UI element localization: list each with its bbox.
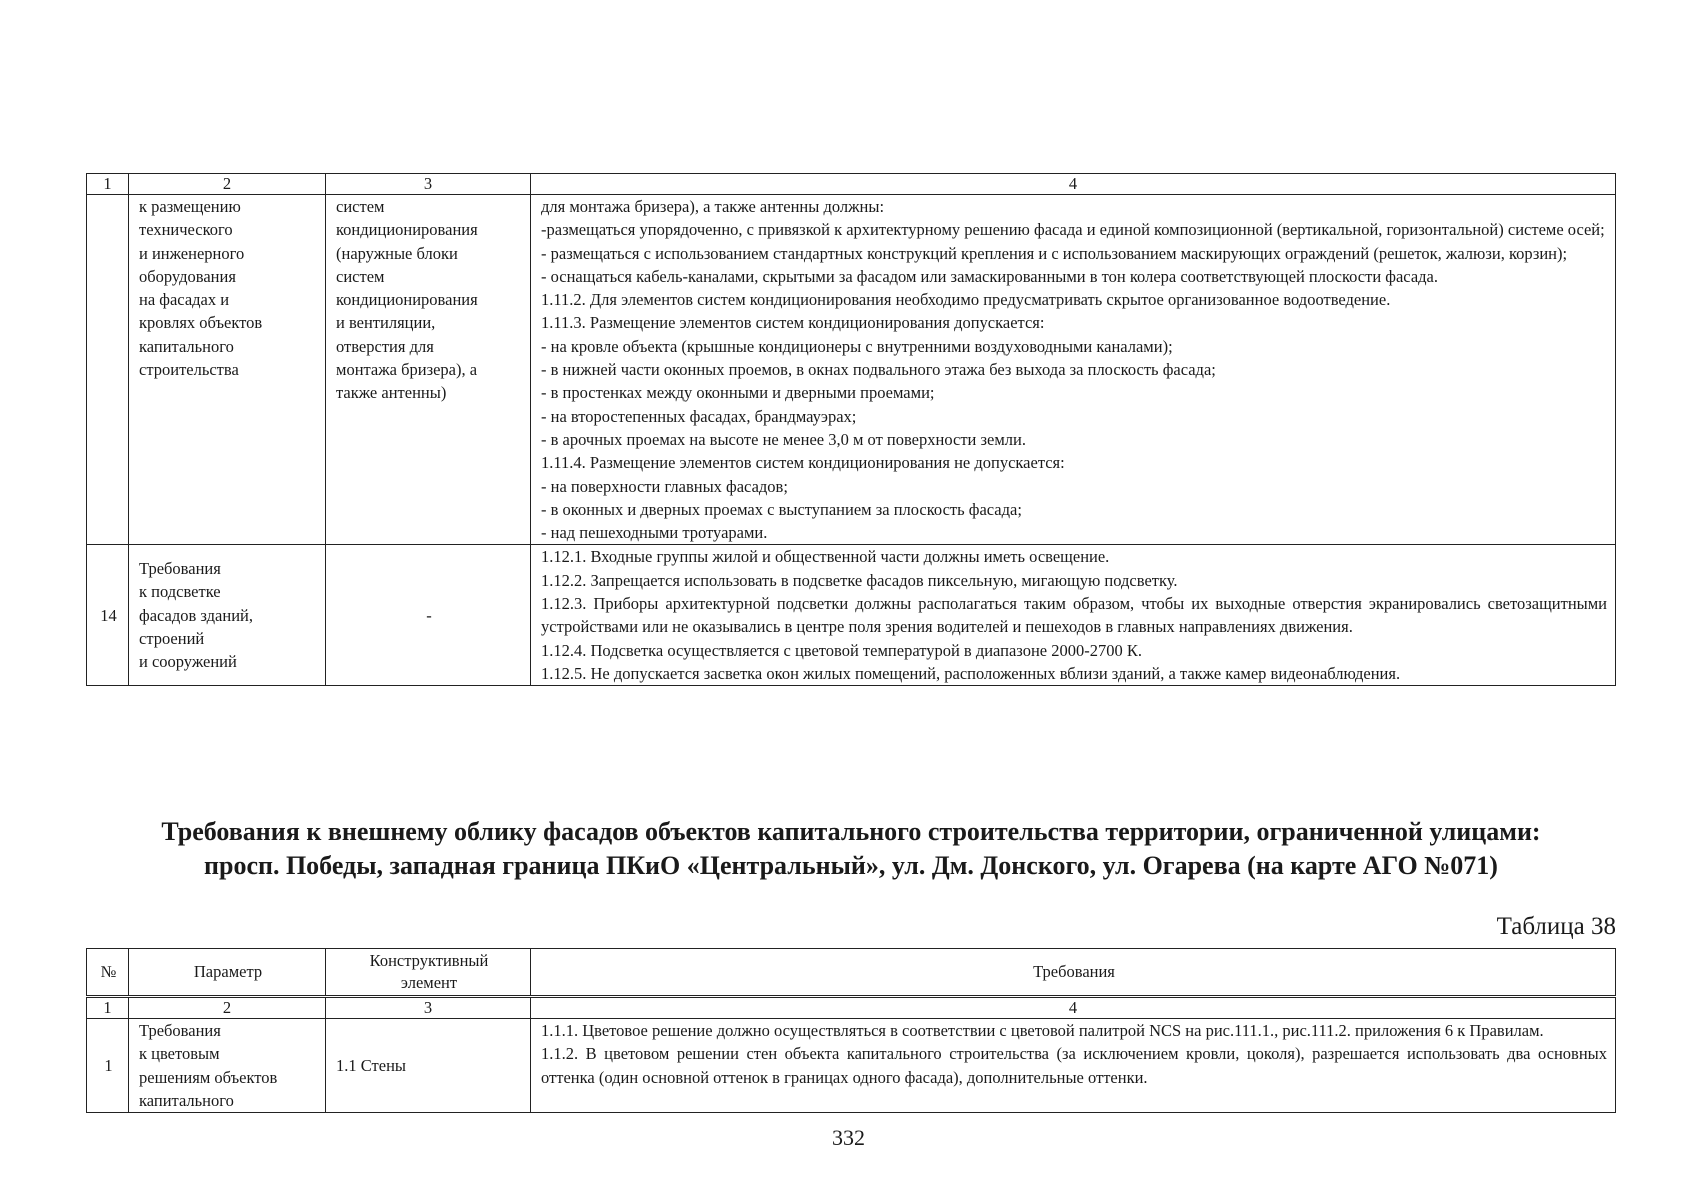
requirement-item: 1.11.2. Для элементов систем кондиционирования необходимо предусматривать скрытое организованное водоотведение. — [541, 290, 1391, 310]
requirement-item: 1.12.3. Приборы архитектурной подсветки должны располагаться таким образом, чтобы их выходные отверстия экранировались светозащитными устройствами или не оказывались в центре поля зрения водителей и пешеходов в главных направлениях движения. — [541, 594, 1607, 637]
column-number: 2 — [129, 174, 326, 195]
requirements-cell — [531, 545, 1616, 686]
requirement-item: 1.12.4. Подсветка осуществляется с цветовой температурой в диапазоне 2000-2700 К. — [541, 640, 1143, 660]
table-header-row — [87, 949, 1616, 996]
section-heading — [86, 815, 1616, 883]
requirement-item: - в нижней части оконных проемов, в окнах подвального этажа без выхода за плоскость фасада; — [541, 360, 1216, 380]
requirement-item: 1.1.1. Цветовое решение должно осуществляться в соответствии с цветовой палитрой NCS на рис.111.1., рис.111.2. приложения 6 к Правилам. — [541, 1021, 1544, 1040]
requirement-item: - на второстепенных фасадах, брандмауэрах; — [541, 406, 857, 426]
parameter-line: капитального — [139, 336, 234, 356]
column-number: 1 — [87, 998, 129, 1019]
element-line: монтажа бризера), а — [336, 360, 478, 380]
parameter-line: на фасадах и — [139, 290, 230, 310]
requirements-table-continued — [86, 173, 1616, 686]
requirement-item: - на кровле объекта (крышные кондиционеры с внутренними воздуховодными каналами); — [541, 336, 1173, 356]
header-requirements: Требования — [531, 949, 1616, 996]
column-number: 1 — [87, 174, 129, 195]
requirement-item: - в простенках между оконными и дверными проемами; — [541, 383, 935, 403]
requirement-item: - в оконных и дверных проемах с выступанием за плоскость фасада; — [541, 499, 1022, 519]
parameter-line: строений — [139, 628, 205, 648]
table-row — [87, 1019, 1616, 1113]
column-number-row — [87, 998, 1616, 1019]
parameter-line: Требования — [139, 1021, 221, 1040]
column-number-row — [87, 174, 1616, 195]
header-element-line: Конструктивный — [369, 951, 489, 970]
parameter-line: капитального — [139, 1090, 234, 1110]
header-parameter: Параметр — [129, 949, 326, 996]
requirement-item: - над пешеходными тротуарами. — [541, 523, 768, 543]
row-number — [87, 195, 129, 545]
section-heading-line: Требования к внешнему облику фасадов объектов капитального строительства территории, ограниченной улицами: — [161, 817, 1541, 846]
parameter-line: к размещению — [139, 197, 241, 216]
parameter-line: Требования — [139, 559, 221, 579]
requirement-item: - оснащаться кабель-каналами, скрытыми за фасадом или замаскированными в тон колера соответствующей плоскости фасада. — [541, 266, 1438, 286]
element-line: систем — [336, 266, 385, 286]
table-caption: Таблица 38 — [1496, 913, 1616, 940]
element-cell: - — [326, 545, 531, 686]
row-number: 14 — [87, 545, 129, 686]
requirement-item: 1.11.4. Размещение элементов систем кондиционирования не допускается: — [541, 453, 1065, 473]
parameter-line: решениям объектов — [139, 1067, 278, 1087]
parameter-line: и инженерного — [139, 243, 245, 263]
requirement-item: для монтажа бризера), а также антенны должны: — [541, 197, 885, 216]
parameter-cell — [129, 195, 326, 545]
requirement-item: - в арочных проемах на высоте не менее 3,0 м от поверхности земли. — [541, 429, 1026, 449]
column-number: 4 — [531, 174, 1616, 195]
requirements-cell — [531, 195, 1616, 545]
requirements-cell — [531, 1019, 1616, 1113]
parameter-line: и сооружений — [139, 652, 237, 672]
row-number: 1 — [87, 1019, 129, 1113]
requirement-item: 1.12.5. Не допускается засветка окон жилых помещений, расположенных вблизи зданий, а также камер видеонаблюдения. — [541, 663, 1401, 683]
table-row — [87, 195, 1616, 545]
requirement-item: - размещаться с использованием стандартных конструкций крепления и с использованием маскирующих ограждений (решеток, жалюзи, корзин); — [541, 243, 1568, 263]
element-cell: 1.1 Стены — [326, 1019, 531, 1113]
parameter-line: кровлях объектов — [139, 313, 263, 333]
column-number: 3 — [326, 174, 531, 195]
element-line: отверстия для — [336, 336, 434, 356]
parameter-line: к цветовым — [139, 1044, 220, 1064]
requirement-item: 1.12.2. Запрещается использовать в подсветке фасадов пиксельную, мигающую подсветку. — [541, 570, 1178, 590]
requirement-item: 1.11.3. Размещение элементов систем кондиционирования допускается: — [541, 313, 1045, 333]
element-line: (наружные блоки — [336, 243, 458, 263]
requirements-table-38 — [86, 948, 1616, 1113]
column-number: 3 — [326, 998, 531, 1019]
header-number: № — [87, 949, 129, 996]
column-number: 2 — [129, 998, 326, 1019]
requirement-item: 1.12.1. Входные группы жилой и общественной части должны иметь освещение. — [541, 547, 1110, 567]
page-number: 332 — [832, 1125, 865, 1150]
parameter-line: технического — [139, 220, 233, 240]
element-line: кондиционирования — [336, 290, 478, 310]
parameter-cell — [129, 545, 326, 686]
parameter-cell — [129, 1019, 326, 1113]
element-line: также антенны) — [336, 383, 447, 403]
requirement-item: - на поверхности главных фасадов; — [541, 476, 788, 496]
element-cell — [326, 195, 531, 545]
section-heading-line: просп. Победы, западная граница ПКиО «Центральный», ул. Дм. Донского, ул. Огарева (на карте АГО №071) — [204, 851, 1498, 880]
header-element-line: элемент — [400, 973, 458, 992]
requirement-item: 1.1.2. В цветовом решении стен объекта капитального строительства (за исключением кровли, цоколя), разрешается использовать два основных оттенка (один основной оттенок в границах одного фасада), дополнительные оттенки. — [541, 1044, 1607, 1087]
parameter-line: строительства — [139, 360, 239, 380]
table-row — [87, 545, 1616, 686]
element-line: кондиционирования — [336, 220, 478, 240]
element-line: систем — [336, 197, 385, 216]
parameter-line: фасадов зданий, — [139, 605, 253, 625]
column-number: 4 — [531, 998, 1616, 1019]
requirement-item: -размещаться упорядоченно, с привязкой к архитектурному решению фасада и единой композиционной (вертикальной, горизонтальной) системе осей; — [541, 220, 1605, 240]
parameter-line: оборудования — [139, 266, 236, 286]
parameter-line: к подсветке — [139, 582, 221, 602]
header-element — [326, 949, 531, 996]
element-line: и вентиляции, — [336, 313, 436, 333]
